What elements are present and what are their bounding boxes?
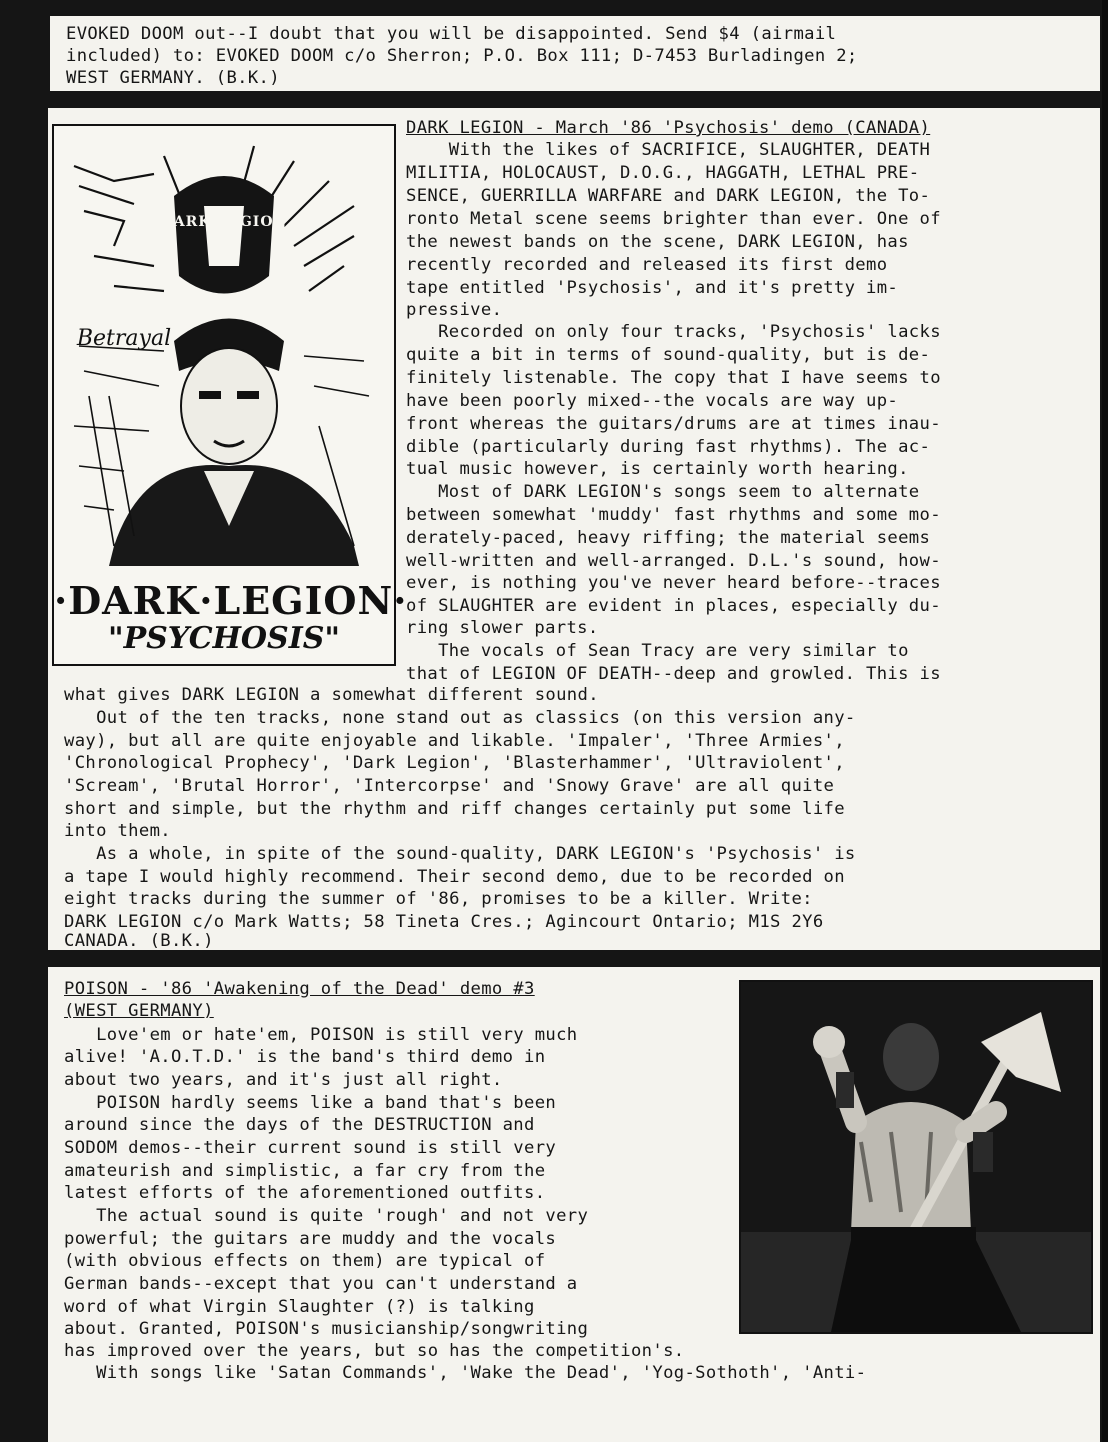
review-line: derately-paced, heavy riffing; the material seems bbox=[406, 528, 931, 548]
review-line: As a whole, in spite of the sound-quality, DARK LEGION's 'Psychosis' is bbox=[64, 844, 856, 864]
review-line: CANADA. (B.K.) bbox=[64, 931, 214, 951]
review-line: amateurish and simplistic, a far cry from the bbox=[64, 1161, 546, 1181]
poison-heading-country: (WEST GERMANY) bbox=[64, 1001, 214, 1021]
dark-legion-demo-cover bbox=[52, 124, 408, 666]
review-line: word of what Virgin Slaughter (?) is talking bbox=[64, 1297, 535, 1317]
review-line: about two years, and it's just all right. bbox=[64, 1070, 503, 1090]
poison-live-photo bbox=[739, 980, 1093, 1334]
review-line: well-written and well-arranged. D.L.'s sound, how- bbox=[406, 551, 941, 571]
review-line: into them. bbox=[64, 821, 171, 841]
review-line: a tape I would highly recommend. Their second demo, due to be recorded on bbox=[64, 867, 845, 887]
review-line: eight tracks during the summer of '86, promises to be a killer. Write: bbox=[64, 889, 813, 909]
page-edge-shadow bbox=[1102, 0, 1108, 1442]
cover-demo-title: "PSYCHOSIS" bbox=[107, 621, 341, 656]
review-line: (with obvious effects on them) are typical of bbox=[64, 1251, 546, 1271]
review-line: short and simple, but the rhythm and riff changes certainly put some life bbox=[64, 799, 845, 819]
review-line: around since the days of the DESTRUCTION and bbox=[64, 1115, 535, 1135]
review-line: German bands--except that you can't understand a bbox=[64, 1274, 578, 1294]
cover-logo-text: DARK LEGION bbox=[160, 214, 288, 230]
evoked-doom-line: EVOKED DOOM out--I doubt that you will be disappointed. Send $4 (airmail bbox=[66, 24, 837, 44]
review-line: recently recorded and released its first demo bbox=[406, 255, 888, 275]
review-line: dible (particularly during fast rhythms). The ac- bbox=[406, 437, 931, 457]
evoked-doom-line: WEST GERMANY. (B.K.) bbox=[66, 68, 280, 88]
review-line: that of LEGION OF DEATH--deep and growled. This is bbox=[406, 664, 941, 684]
evoked-doom-line: included) to: EVOKED DOOM c/o Sherron; P.O. Box 111; D-7453 Burladingen 2; bbox=[66, 46, 858, 66]
cover-band-name: ·DARK·LEGION· bbox=[54, 578, 408, 623]
review-line: Recorded on only four tracks, 'Psychosis' lacks bbox=[406, 322, 941, 342]
live-photo-image bbox=[741, 982, 1091, 1332]
review-line: latest efforts of the aforementioned outfits. bbox=[64, 1183, 546, 1203]
review-line: tape entitled 'Psychosis', and it's pretty im- bbox=[406, 278, 899, 298]
review-line: ring slower parts. bbox=[406, 618, 599, 638]
review-line: The actual sound is quite 'rough' and not very bbox=[64, 1206, 589, 1226]
review-line: powerful; the guitars are muddy and the vocals bbox=[64, 1229, 557, 1249]
review-line: ronto Metal scene seems brighter than ever. One of bbox=[406, 209, 941, 229]
review-line: MILITIA, HOLOCAUST, D.O.G., HAGGATH, LETHAL PRE- bbox=[406, 163, 920, 183]
review-line: 'Chronological Prophecy', 'Dark Legion', 'Blasterhammer', 'Ultraviolent', bbox=[64, 753, 845, 773]
review-line: of SLAUGHTER are evident in places, especially du- bbox=[406, 596, 941, 616]
review-line: With the likes of SACRIFICE, SLAUGHTER, DEATH bbox=[406, 140, 931, 160]
review-line: what gives DARK LEGION a somewhat different sound. bbox=[64, 685, 599, 705]
review-line: DARK LEGION c/o Mark Watts; 58 Tineta Cres.; Agincourt Ontario; M1S 2Y6 bbox=[64, 912, 824, 932]
review-line: the newest bands on the scene, DARK LEGION, has bbox=[406, 232, 909, 252]
review-line: Love'em or hate'em, POISON is still very much bbox=[64, 1025, 578, 1045]
review-line: front whereas the guitars/drums are at times inau- bbox=[406, 414, 941, 434]
dark-legion-heading: DARK LEGION - March '86 'Psychosis' demo (CANADA) bbox=[406, 118, 931, 138]
review-line: tual music however, is certainly worth hearing. bbox=[406, 459, 909, 479]
review-line: 'Scream', 'Brutal Horror', 'Intercorpse' and 'Snowy Grave' are all quite bbox=[64, 776, 835, 796]
review-line: way), but all are quite enjoyable and likable. 'Impaler', 'Three Armies', bbox=[64, 731, 845, 751]
cover-scrawl-text: Betrayal bbox=[76, 326, 172, 351]
review-line: has improved over the years, but so has the competition's. bbox=[64, 1341, 685, 1361]
evoked-doom-panel bbox=[50, 16, 1100, 91]
review-line: alive! 'A.O.T.D.' is the band's third demo in bbox=[64, 1047, 546, 1067]
review-line: about. Granted, POISON's musicianship/songwriting bbox=[64, 1319, 589, 1339]
review-line: finitely listenable. The copy that I have seems to bbox=[406, 368, 941, 388]
poison-heading: POISON - '86 'Awakening of the Dead' demo #3 bbox=[64, 979, 535, 999]
review-line: SENCE, GUERRILLA WARFARE and DARK LEGION, the To- bbox=[406, 186, 931, 206]
review-line: have been poorly mixed--the vocals are way up- bbox=[406, 391, 899, 411]
review-line: ever, is nothing you've never heard before--traces bbox=[406, 573, 941, 593]
review-line: The vocals of Sean Tracy are very similar to bbox=[406, 641, 909, 661]
review-line: Out of the ten tracks, none stand out as classics (on this version any- bbox=[64, 708, 856, 728]
review-line: between somewhat 'muddy' fast rhythms and some mo- bbox=[406, 505, 941, 525]
review-line: SODOM demos--their current sound is still very bbox=[64, 1138, 557, 1158]
review-line: POISON hardly seems like a band that's been bbox=[64, 1093, 557, 1113]
review-line: quite a bit in terms of sound-quality, but is de- bbox=[406, 345, 931, 365]
review-line: With songs like 'Satan Commands', 'Wake the Dead', 'Yog-Sothoth', 'Anti- bbox=[64, 1363, 867, 1383]
review-line: pressive. bbox=[406, 300, 503, 320]
review-line: Most of DARK LEGION's songs seem to alternate bbox=[406, 482, 920, 502]
